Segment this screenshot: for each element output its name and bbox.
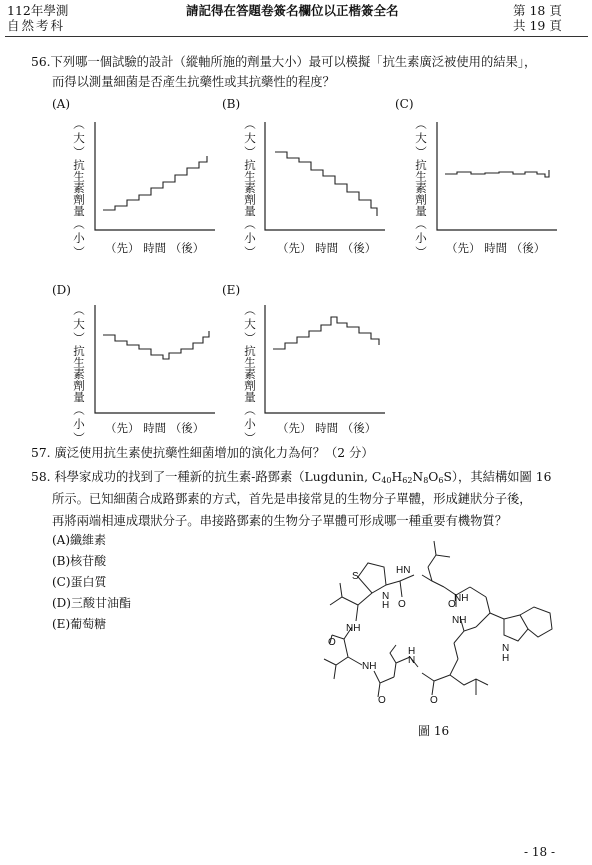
svg-text:NH: NH	[454, 593, 469, 604]
panel-e-label: (E)	[222, 283, 241, 297]
q58-line1: 58. 科學家成功的找到了一種新的抗生素-路鄧素（Lugdunin, $C_{40}H_{62}N_8O_6S$），其結構如圖 16	[31, 470, 552, 485]
q58-line3: 再將兩端相連成環狀分子。串接路鄧素的生物分子單體可形成哪一種重要有機物質？	[52, 514, 507, 528]
panel-b-ylabel: ︵ 大 ︶ 抗生素劑量 ︵ 小 ︶	[243, 117, 257, 259]
q58-line2: 所示。已知細菌合成路鄧素的方式，首先是串接常見的生物分子單體，形成鏈狀分子後，	[52, 492, 532, 506]
svg-text:H: H	[408, 646, 416, 657]
total-pages: 共 19 頁	[513, 18, 562, 33]
panel-e-ylabel: ︵ 大 ︶ 抗生素劑量 ︵ 小 ︶	[243, 303, 257, 445]
lugdunin-structure-figure	[300, 535, 570, 720]
exam-year: 112年學測	[7, 3, 69, 18]
panel-d-ylabel: ︵ 大 ︶ 抗生素劑量 ︵ 小 ︶	[72, 303, 86, 445]
q56-line2: 而得以測量細菌是否產生抗藥性或其抗藥性的程度？	[52, 75, 335, 89]
svg-text:S: S	[352, 571, 359, 582]
panel-b-label: (B)	[222, 97, 241, 111]
panel-a-plot	[95, 122, 215, 232]
svg-text:O: O	[398, 599, 406, 610]
panel-d-xlabel: （先） 時間 （後）	[105, 421, 205, 435]
q57-text: 57. 廣泛使用抗生素使抗藥性細菌增加的演化力為何？（2 分）	[31, 446, 374, 460]
q58-option-e: (E)葡萄糖	[52, 617, 107, 631]
svg-text:O: O	[378, 695, 386, 706]
q56-line1: 56.下列哪一個試驗的設計（縱軸所施的劑量大小）最可以模擬「抗生素廣泛被使用的結果」，	[31, 55, 537, 69]
svg-text:NH: NH	[452, 615, 467, 626]
panel-d-plot	[95, 305, 215, 415]
panel-b-plot	[265, 122, 385, 232]
panel-a-xlabel: （先） 時間 （後）	[105, 241, 205, 255]
panel-d-label: (D)	[52, 283, 71, 297]
q58-option-a: (A)纖維素	[52, 533, 107, 547]
figure-16-caption: 圖 16	[418, 724, 450, 738]
subject-name: 自然考科	[7, 18, 66, 33]
panel-e-xlabel: （先） 時間 （後）	[277, 421, 377, 435]
svg-text:HN: HN	[396, 565, 411, 576]
q58-option-c: (C)蛋白質	[52, 575, 107, 589]
svg-text:NH: NH	[346, 623, 361, 634]
svg-text:N: N	[382, 591, 390, 602]
signature-notice: 請記得在答題卷簽名欄位以正楷簽全名	[186, 3, 399, 18]
q58-option-b: (B)核苷酸	[52, 554, 107, 568]
panel-c-plot	[437, 122, 557, 232]
svg-text:H: H	[382, 600, 390, 611]
panel-c-ylabel: ︵ 大 ︶ 抗生素劑量 ︵ 小 ︶	[414, 117, 428, 259]
svg-text:O: O	[328, 637, 336, 648]
panel-a-label: (A)	[52, 97, 71, 111]
panel-c-xlabel: （先） 時間 （後）	[446, 241, 546, 255]
svg-text:O: O	[430, 695, 438, 706]
panel-c-label: (C)	[395, 97, 414, 111]
panel-a-ylabel: ︵ 大 ︶ 抗生素劑量 ︵ 小 ︶	[72, 117, 86, 259]
svg-text:N: N	[408, 655, 416, 666]
svg-text:NH: NH	[362, 661, 377, 672]
svg-text:N: N	[502, 643, 510, 654]
panel-b-xlabel: （先） 時間 （後）	[277, 241, 377, 255]
panel-e-plot	[265, 305, 385, 415]
svg-text:H: H	[502, 653, 510, 664]
q58-option-d: (D)三酸甘油酯	[52, 596, 131, 610]
header-divider	[5, 36, 588, 37]
page-number: - 18 -	[524, 845, 556, 859]
svg-text:O: O	[448, 599, 456, 610]
page-indicator: 第 18 頁	[513, 3, 562, 18]
